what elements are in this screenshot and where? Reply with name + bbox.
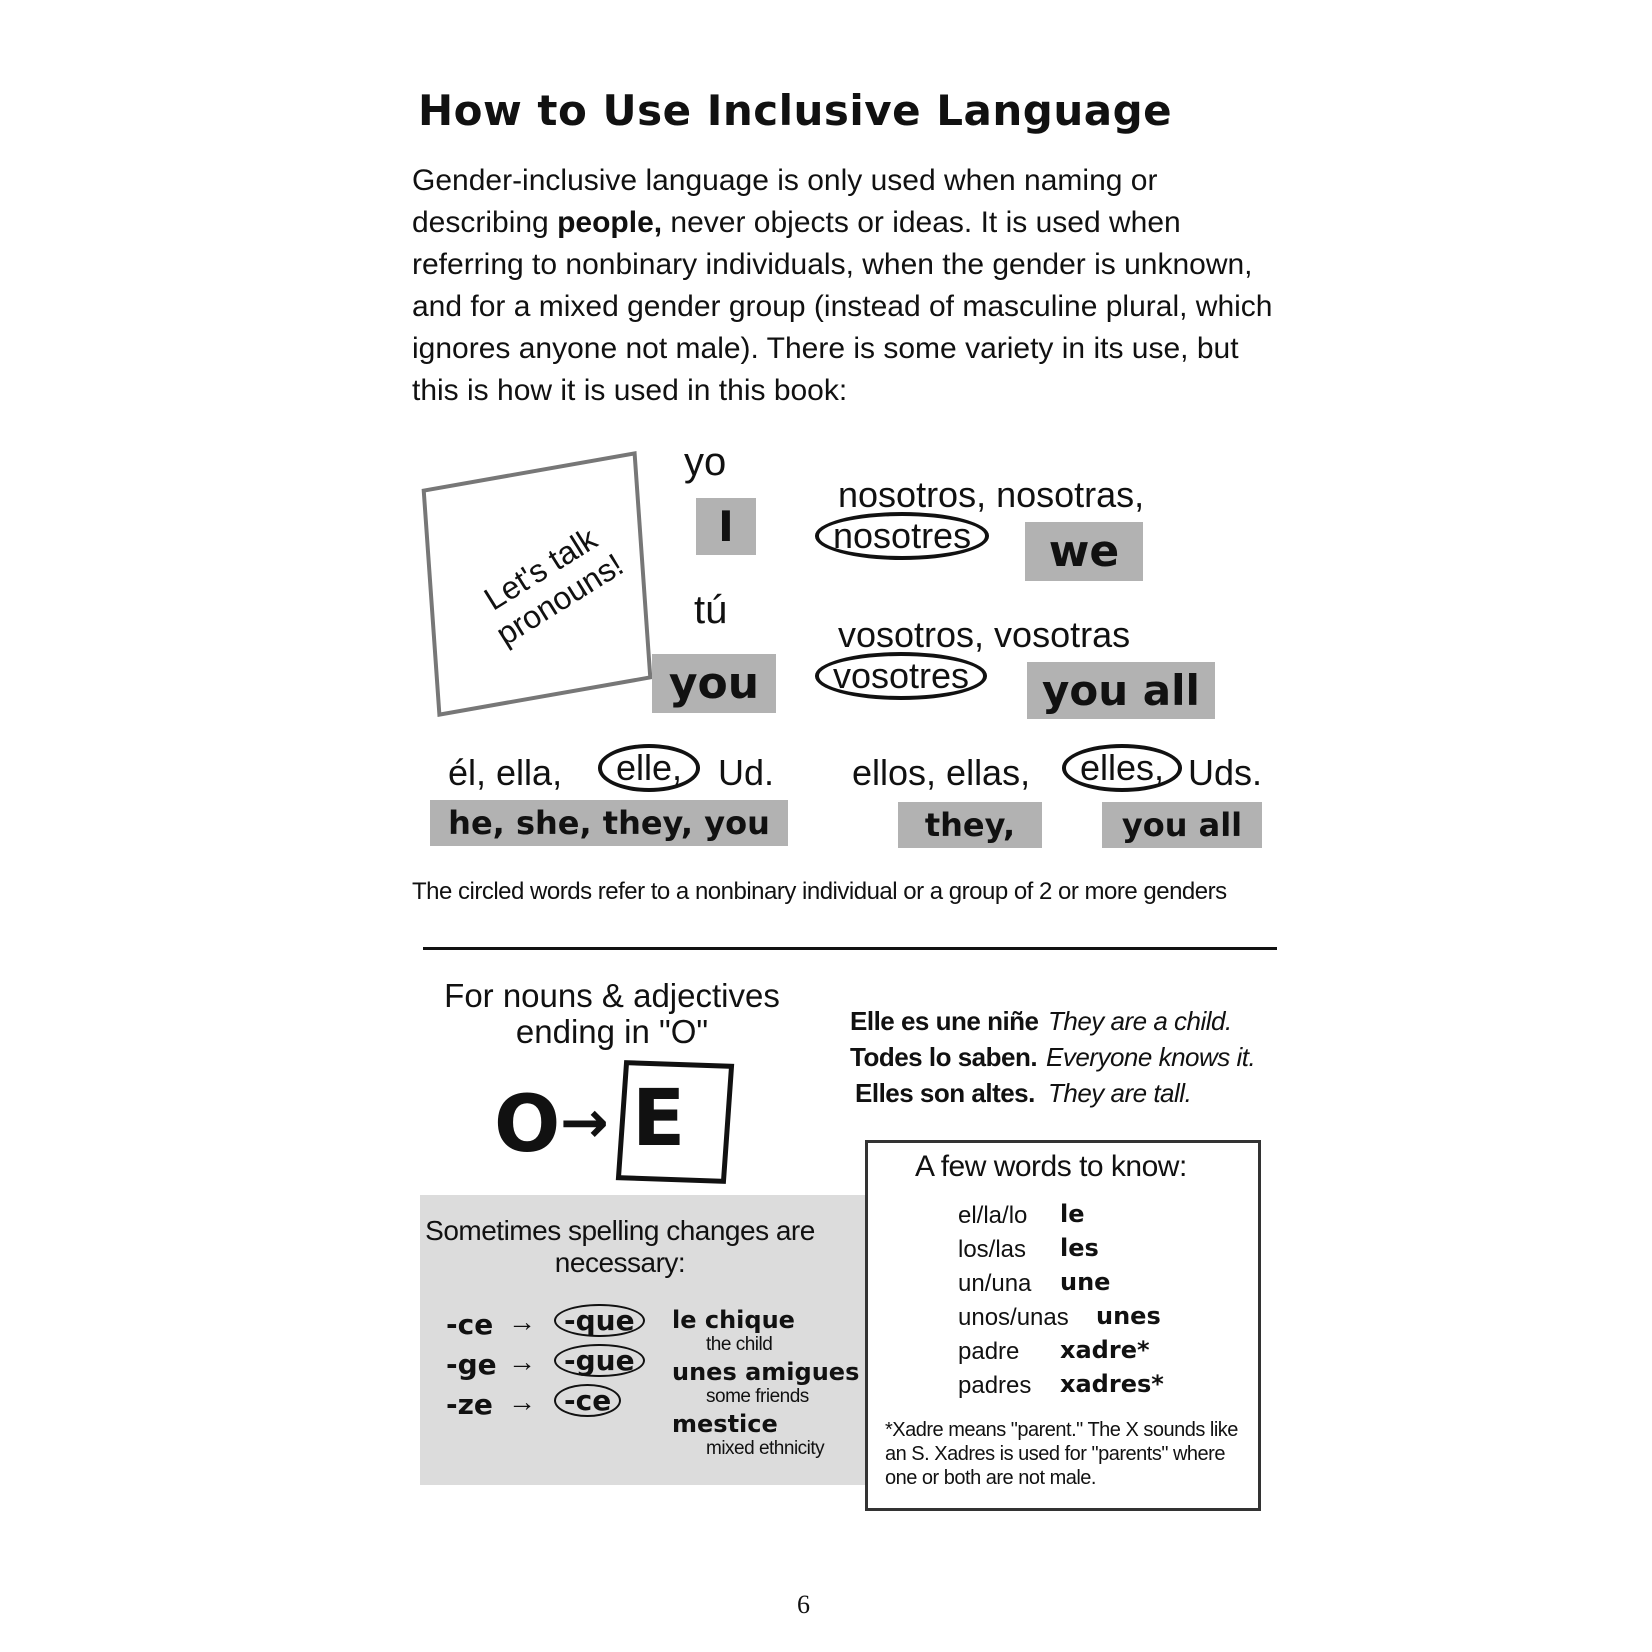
pronoun-nosotres-circle [815, 512, 989, 560]
example-word: unes amigues [672, 1358, 860, 1386]
word-inclusive: les [1060, 1234, 1099, 1262]
pronoun-you-all: you all [1027, 662, 1215, 719]
suffix-to-circle [554, 1384, 621, 1417]
suffix-from: -ze [446, 1388, 493, 1421]
pronoun-you-all-2: you all [1102, 802, 1262, 848]
example-en: They are a child. [1048, 1006, 1232, 1036]
intro-paragraph [412, 160, 1292, 412]
arrow-right-icon: → [508, 1346, 536, 1377]
word-traditional: los/las [958, 1236, 1027, 1263]
pronoun-nosotros: nosotros, nosotras, [838, 474, 1145, 515]
letter-e: E [632, 1074, 686, 1164]
suffix-to: -gue [554, 1344, 645, 1377]
word-inclusive: une [1060, 1268, 1111, 1296]
pronoun-sing3-english: he, she, they, you [430, 800, 788, 846]
suffix-from: -ge [446, 1348, 497, 1381]
example-word: mestice [672, 1410, 778, 1438]
pronoun-ud: Ud. [718, 752, 775, 793]
word-traditional: unos/unas [958, 1304, 1069, 1331]
example-es: Elle es une niñe [850, 1006, 1039, 1036]
pronoun-nosotres: nosotres [815, 512, 989, 560]
word-inclusive: unes [1096, 1302, 1161, 1330]
pronoun-they: they, [898, 802, 1042, 848]
word-traditional: padres [958, 1372, 1032, 1399]
suffix-to-circle [554, 1344, 645, 1377]
suffix-to: -que [554, 1304, 645, 1337]
pronoun-sign-text: Let's talk pronouns! [477, 520, 630, 653]
few-words-title: A few words to know: [915, 1150, 1187, 1183]
circle-note: The circled words refer to a nonbinary individual or a group of 2 or more genders [412, 878, 1227, 905]
intro-text-2: never objects or ideas. It is used when referring to nonbinary individuals, when the gender is unknown, and for a mixed gender group (instead of masculine plural, which ignores anyone not male). There is some variety in its use, but this is how it is used in this book: [412, 206, 1273, 407]
pronoun-you: you [652, 654, 776, 713]
pronoun-el-ella: él, ella, [448, 752, 563, 793]
pronoun-elle-circle [598, 744, 700, 792]
arrow-right-icon: → [560, 1088, 609, 1156]
page-number: 6 [797, 1590, 810, 1619]
pronoun-uds: Uds. [1188, 752, 1263, 793]
suffix-from: -ce [446, 1308, 494, 1341]
word-traditional: padre [958, 1338, 1020, 1365]
pronoun-vosotres: vosotres [815, 652, 987, 700]
pronoun-vosotros: vosotros, vosotras [838, 614, 1131, 655]
word-traditional: un/una [958, 1270, 1032, 1297]
example-es: Elles son altes. [855, 1078, 1035, 1108]
intro-text-1: Gender-inclusive language is only used when naming or describing [412, 164, 1158, 239]
example-gloss: the child [706, 1334, 773, 1355]
pronoun-i: I [696, 498, 756, 555]
pronoun-elles: elles, [1062, 744, 1182, 792]
example-es: Todes lo saben. [850, 1042, 1038, 1072]
word-inclusive: xadres* [1060, 1370, 1164, 1398]
section-divider [423, 947, 1277, 950]
pronoun-elles-circle [1062, 744, 1182, 792]
word-inclusive: xadre* [1060, 1336, 1150, 1364]
arrow-right-icon: → [508, 1386, 536, 1417]
arrow-right-icon: → [508, 1306, 536, 1337]
pronoun-elle: elle, [598, 744, 700, 792]
example-en: Everyone knows it. [1046, 1042, 1256, 1072]
pronoun-tu: tú [694, 588, 728, 632]
pronoun-vosotres-circle [815, 652, 987, 700]
word-traditional: el/la/lo [958, 1202, 1028, 1229]
xadre-footnote: *Xadre means "parent." The X sounds like an S. Xadres is used for "parents" where one or both are not male. [885, 1419, 1238, 1489]
nouns-heading: For nouns & adjectives ending in "O" [444, 977, 780, 1050]
example-gloss: some friends [706, 1386, 809, 1407]
pronoun-yo: yo [684, 440, 727, 484]
pronoun-we: we [1025, 522, 1143, 581]
intro-bold: people, [557, 206, 663, 239]
suffix-to-circle [554, 1304, 645, 1337]
word-inclusive: le [1060, 1200, 1085, 1228]
spelling-heading: Sometimes spelling changes are necessary: [425, 1215, 815, 1278]
example-gloss: mixed ethnicity [706, 1438, 825, 1459]
suffix-to: -ce [554, 1384, 621, 1417]
letter-o: O [494, 1080, 561, 1170]
pronoun-ellos-ellas: ellos, ellas, [852, 752, 1031, 793]
example-en: They are tall. [1048, 1078, 1192, 1108]
example-word: le chique [672, 1306, 795, 1334]
page-title: How to Use Inclusive Language [418, 86, 1173, 135]
